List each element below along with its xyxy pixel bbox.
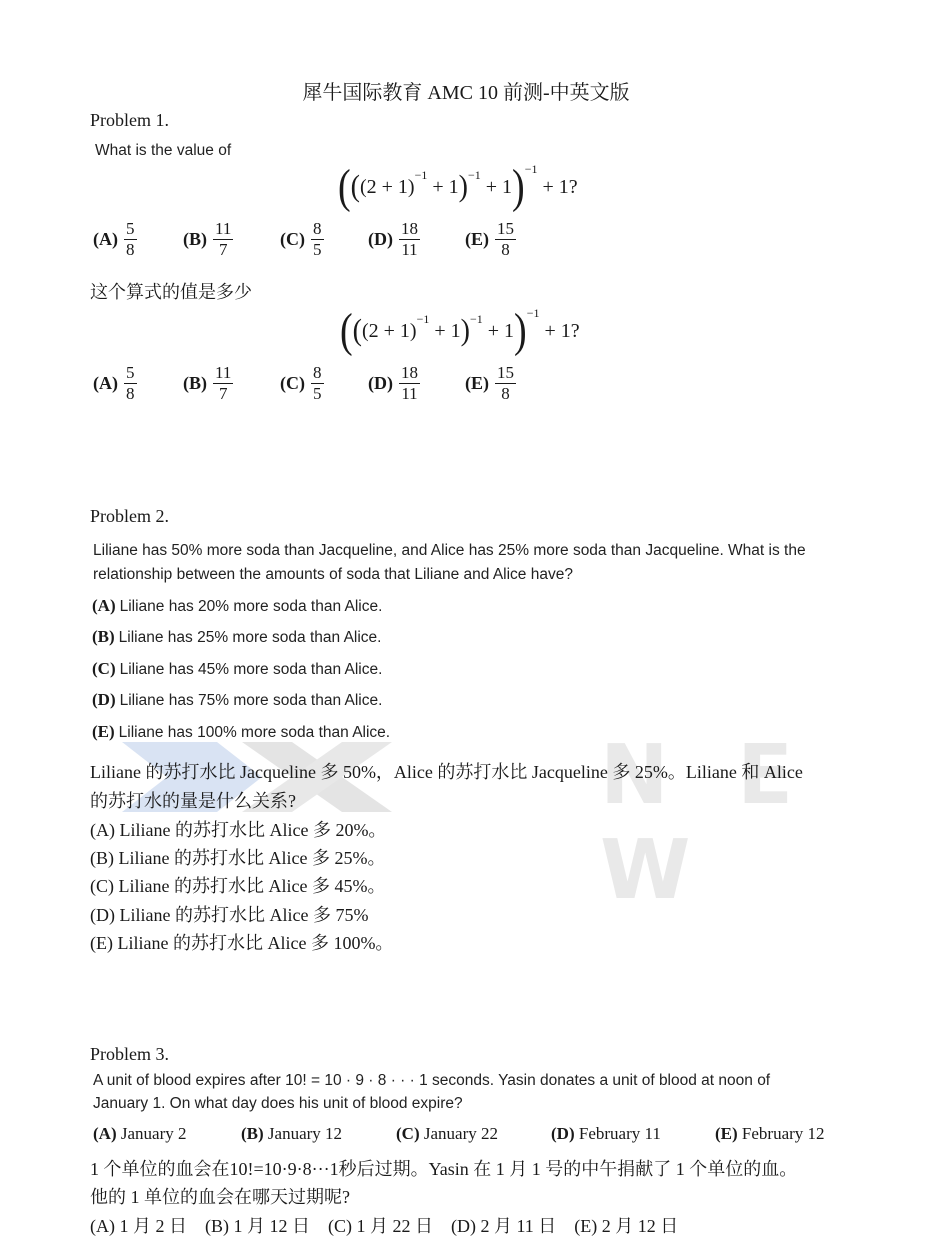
problem-2-option-d[interactable] — [92, 690, 382, 710]
choice-text: February 11 — [578, 1124, 661, 1143]
option-label: (A) — [92, 596, 116, 615]
denominator: 8 — [126, 239, 135, 259]
problem-1-formula-en: ( ( (2 + 1) −1 + 1 ) −1 + 1 ) −1 + 1? — [338, 160, 578, 214]
choice-a[interactable] — [93, 364, 183, 403]
choice-text: January 2 — [120, 1124, 187, 1143]
choice-label: (E) — [465, 228, 489, 249]
option-label: (C) — [92, 659, 116, 678]
denominator: 8 — [126, 383, 135, 403]
problem-3-question-cn-line-1: 1 个单位的血会在10!=10·9·8···1秒后过期。Yasin 在 1 月 1 号的中午捐献了 1 个单位的血。 — [90, 1159, 798, 1179]
choice-b[interactable] — [241, 1124, 396, 1144]
denominator: 8 — [501, 383, 510, 403]
numerator: 18 — [401, 363, 418, 382]
watermark-text: N E W — [600, 728, 814, 918]
problem-3-choices-cn[interactable]: (A) 1 月 2 日 (B) 1 月 12 日 (C) 1 月 22 日 (D) 2 月 11 日 (E) 2 月 12 日 — [90, 1216, 679, 1236]
choice-a[interactable] — [93, 1124, 241, 1144]
problem-2-option-cn-a[interactable]: (A) Liliane 的苏打水比 Alice 多 20%。 — [90, 820, 387, 840]
choice-d[interactable] — [368, 364, 465, 403]
problem-2-question-en-line-2: relationship between the amounts of soda that Liliane and Alice have? — [93, 566, 573, 583]
problem-2-question-cn-line-1: Liliane 的苏打水比 Jacqueline 多 50%，Alice 的苏打水比 Jacqueline 多 25%。Liliane 和 Alice — [90, 762, 803, 782]
problem-2-option-cn-e[interactable]: (E) Liliane 的苏打水比 Alice 多 100%。 — [90, 933, 394, 953]
option-label: (E) — [92, 722, 115, 741]
problem-1-question-cn: 这个算式的值是多少 — [90, 282, 252, 303]
denominator: 11 — [401, 239, 418, 259]
choice-b[interactable] — [183, 364, 280, 403]
denominator: 8 — [501, 239, 510, 259]
denominator: 7 — [218, 239, 228, 259]
option-text: Liliane has 75% more soda than Alice. — [119, 692, 383, 709]
choice-text: February 12 — [741, 1124, 825, 1143]
problem-3-question-en-line-2: January 1. On what day does his unit of blood expire? — [93, 1095, 463, 1112]
numerator: 11 — [215, 363, 232, 382]
choice-text: January 12 — [267, 1124, 343, 1143]
numerator: 15 — [497, 363, 514, 382]
choice-c[interactable] — [280, 220, 368, 259]
choice-text: January 22 — [423, 1124, 498, 1143]
choice-label: (E) — [465, 372, 489, 393]
problem-3-question-en-line-1: A unit of blood expires after 10! = 10 · 9 · 8 · · · 1 seconds. Yasin donates a unit of blood at noon of — [93, 1072, 771, 1089]
choice-label: (A) — [93, 1124, 117, 1143]
problem-3-question-cn-line-2: 他的 1 单位的血会在哪天过期呢? — [90, 1187, 350, 1207]
choice-e[interactable] — [465, 220, 516, 259]
problem-2-option-cn-b[interactable]: (B) Liliane 的苏打水比 Alice 多 25%。 — [90, 848, 386, 868]
numerator: 8 — [313, 363, 322, 382]
problem-2-option-b[interactable] — [92, 627, 381, 647]
problem-1-formula-cn: ( ( (2 + 1) −1 + 1 ) −1 + 1 ) −1 + 1? — [340, 304, 580, 358]
problem-2-option-c[interactable] — [92, 659, 382, 679]
problem-3-heading: Problem 3. — [90, 1044, 169, 1064]
choice-label: (B) — [241, 1124, 264, 1143]
choice-label: (E) — [715, 1124, 738, 1143]
choice-e[interactable] — [465, 364, 516, 403]
numerator: 18 — [401, 219, 418, 238]
numerator: 8 — [313, 219, 322, 238]
numerator: 5 — [126, 219, 135, 238]
option-text: Liliane has 25% more soda than Alice. — [118, 629, 382, 646]
choice-label: (C) — [280, 228, 305, 249]
problem-2-option-e[interactable] — [92, 722, 390, 742]
problem-3-choices-en — [93, 1124, 825, 1144]
option-text: Liliane has 45% more soda than Alice. — [119, 661, 383, 678]
choice-c[interactable] — [396, 1124, 551, 1144]
choice-label: (C) — [396, 1124, 420, 1143]
option-text: Liliane has 100% more soda than Alice. — [118, 724, 391, 741]
option-text: Liliane has 20% more soda than Alice. — [119, 598, 383, 615]
problem-1-question-en: What is the value of — [95, 142, 232, 159]
problem-2-heading: Problem 2. — [90, 506, 169, 526]
choice-label: (D) — [551, 1124, 575, 1143]
denominator: 5 — [313, 383, 322, 403]
numerator: 11 — [215, 219, 232, 238]
choice-label: (C) — [280, 372, 305, 393]
choice-a[interactable] — [93, 220, 183, 259]
option-label: (B) — [92, 627, 115, 646]
choice-e[interactable] — [715, 1124, 825, 1144]
numerator: 15 — [497, 219, 514, 238]
choice-label: (B) — [183, 228, 207, 249]
page-title: 犀牛国际教育 AMC 10 前测-中英文版 — [302, 82, 630, 104]
problem-1-choices-en — [93, 220, 516, 259]
choice-label: (A) — [93, 372, 118, 393]
problem-2-question-cn-line-2: 的苏打水的量是什么关系? — [90, 791, 296, 811]
choice-label: (B) — [183, 372, 207, 393]
choice-b[interactable] — [183, 220, 280, 259]
problem-1-heading: Problem 1. — [90, 110, 169, 130]
choice-label: (D) — [368, 372, 393, 393]
problem-2-option-cn-c[interactable]: (C) Liliane 的苏打水比 Alice 多 45%。 — [90, 876, 386, 896]
problem-2-question-en-line-1: Liliane has 50% more soda than Jacqueline, and Alice has 25% more soda than Jacqueline. What is the — [93, 542, 806, 559]
choice-d[interactable] — [551, 1124, 715, 1144]
choice-c[interactable] — [280, 364, 368, 403]
choice-label: (D) — [368, 228, 393, 249]
denominator: 5 — [313, 239, 322, 259]
choice-d[interactable] — [368, 220, 465, 259]
problem-2-option-cn-d[interactable]: (D) Liliane 的苏打水比 Alice 多 75% — [90, 905, 369, 925]
denominator: 7 — [218, 383, 228, 403]
choice-label: (A) — [93, 228, 118, 249]
option-label: (D) — [92, 690, 116, 709]
problem-1-choices-cn — [93, 364, 516, 403]
denominator: 11 — [401, 383, 418, 403]
problem-2-option-a[interactable] — [92, 596, 382, 616]
numerator: 5 — [126, 363, 135, 382]
